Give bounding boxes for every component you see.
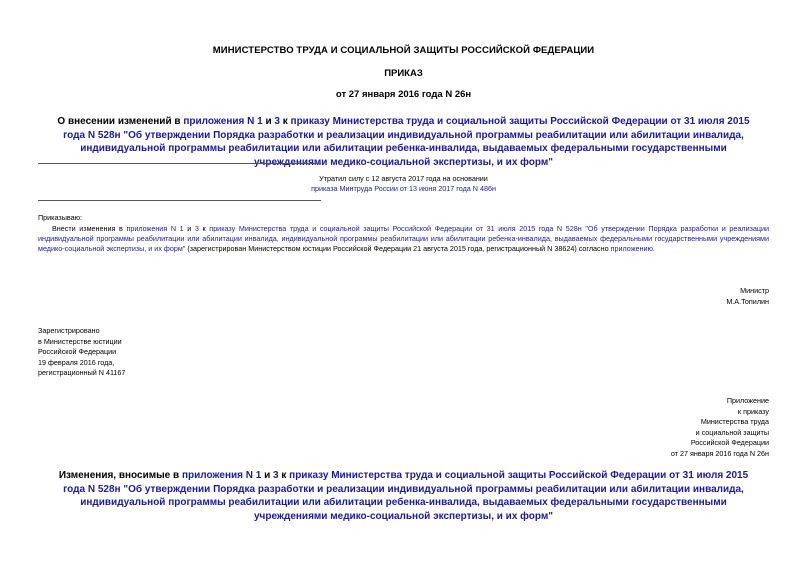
p1-link-appendix-3[interactable]: 3 bbox=[194, 224, 199, 233]
appendix-block bbox=[569, 396, 769, 460]
changes-to: к bbox=[278, 470, 290, 481]
title-and: и bbox=[262, 116, 275, 127]
changes-link-appendix-3[interactable]: 3 bbox=[273, 470, 279, 481]
divider-top bbox=[38, 163, 321, 164]
p1-to: к bbox=[198, 224, 210, 233]
signature-position: Министр bbox=[740, 286, 769, 295]
status-note-link-wrap bbox=[0, 184, 807, 193]
changes-title bbox=[52, 469, 755, 523]
order-word: Приказываю: bbox=[38, 213, 82, 222]
appendix-line: от 27 января 2016 года N 26н bbox=[670, 448, 769, 458]
p1-tail: (зарегистрирован Министерством юстиции Российской Федерации 21 августа 2015 года, регистрационный N 38624) согласно bbox=[185, 244, 611, 254]
p1-prefix: Внести изменения в bbox=[52, 224, 127, 233]
registration-line: регистрационный N 41167 bbox=[38, 368, 126, 377]
changes-prefix: Изменения, вносимые в bbox=[58, 470, 182, 481]
order-paragraph bbox=[38, 224, 769, 255]
signature-name: М.А.Топилин bbox=[726, 296, 769, 306]
p1-link-order-528n[interactable]: приказу Министерства труда и социальной защиты Российской Федерации от 31 июля 2015 года N 528н "Об утверждении Порядка разработки и реализации индивидуальной программы реабилитации или абилитации инвалида, индивидуальной программы реабилитации или абилитации ребенка-инвалида, выдаваемых федеральными государственными учреждениями медико-социальной экспертизы, и их форм" bbox=[38, 224, 770, 254]
registration-line: Зарегистрировано bbox=[38, 326, 100, 335]
registration-line: Российской Федерации bbox=[38, 347, 117, 356]
ministry-name: МИНИСТЕРСТВО ТРУДА И СОЦИАЛЬНОЙ ЗАЩИТЫ РОССИЙСКОЙ ФЕДЕРАЦИИ bbox=[212, 45, 595, 56]
title-link-appendix-3[interactable]: 3 bbox=[274, 116, 280, 127]
changes-link-appendix-1[interactable]: приложения N 1 bbox=[181, 470, 262, 481]
p1-link-appendix[interactable]: приложению bbox=[610, 244, 653, 254]
title-link-order-528n[interactable]: приказу Министерства труда и социальной защиты Российской Федерации от 31 июля 2015 года N 528н "Об утверждении Порядка разработки и реализации индивидуальной программы реабилитации или абилитации инвалида, индивидуальной программы реабилитации или абилитации ребенка-инвалида, выдаваемых федеральными государственными учреждениями медико-социальной экспертизы, и их форм" bbox=[63, 116, 750, 168]
appendix-line: Приложение bbox=[726, 396, 769, 405]
order-title: ПРИКАЗ bbox=[384, 68, 423, 79]
divider-bottom bbox=[38, 200, 321, 201]
appendix-line: Министерства труда bbox=[700, 417, 769, 427]
registration-line: в Министерстве юстиции bbox=[38, 336, 122, 346]
order-date: от 27 января 2016 года N 26н bbox=[335, 89, 472, 100]
changes-link-order-528n[interactable]: приказу Министерства труда и социальной защиты Российской Федерации от 31 июля 2015 года N 528н "Об утверждении Порядка разработки и реализации индивидуальной программы реабилитации или абилитации инвалида, индивидуальной программы реабилитации или абилитации ребенка-инвалида, выдаваемых федеральными государственными учреждениями медико-социальной экспертизы, и их форм" bbox=[63, 470, 749, 522]
p1-end: . bbox=[652, 244, 655, 254]
p1-link-appendix-1[interactable]: приложения N 1 bbox=[126, 224, 184, 233]
title-prefix: О внесении изменений в bbox=[57, 116, 184, 127]
status-note-line1: Утратил силу с 12 августа 2017 года на основании bbox=[319, 174, 488, 183]
document-title bbox=[52, 115, 755, 169]
p1-and: и bbox=[183, 224, 195, 233]
changes-and: и bbox=[261, 470, 274, 481]
title-link-appendix-1[interactable]: приложения N 1 bbox=[183, 116, 263, 127]
appendix-line: к приказу bbox=[737, 406, 769, 416]
registration-line: 19 февраля 2016 года, bbox=[38, 357, 115, 367]
status-note-link[interactable]: приказа Минтруда России от 13 июня 2017 года N 486н bbox=[311, 184, 496, 193]
title-to: к bbox=[279, 116, 291, 127]
registration-block bbox=[38, 326, 238, 379]
appendix-line: и социальной защиты bbox=[695, 427, 769, 437]
signature-block bbox=[569, 286, 769, 307]
appendix-line: Российской Федерации bbox=[690, 438, 769, 448]
